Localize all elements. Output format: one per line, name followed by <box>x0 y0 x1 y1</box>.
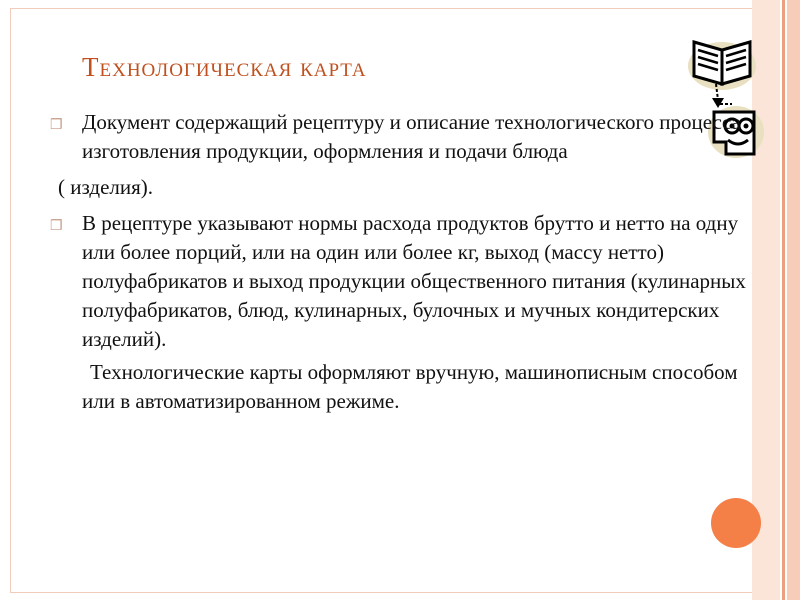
stripe-dark <box>782 0 785 600</box>
slide-body <box>50 108 750 416</box>
orange-circle-decoration <box>711 498 761 548</box>
paragraph-text: Документ содержащий рецептуру и описание технологического процесса изготовления продукции, оформления и подачи блюда <box>82 110 741 163</box>
slide-title: Технологическая карта <box>82 52 367 82</box>
paragraph-text: В рецептуре указывают нормы расхода продуктов брутто и нетто на одну или более порций, или на один или более кг, выход (массу нетто) полуфабрикатов и выход продукции общественного питания (кулинарных полуфабрикатов, блюд, кулинарных, булочных и мучных кондитерских изделий). <box>82 211 746 351</box>
book-icon <box>688 42 756 90</box>
paragraph-recipe <box>50 209 750 354</box>
hollow-square-bullet-icon: ❒ <box>50 118 63 133</box>
stripe-medium <box>787 0 800 600</box>
paragraph-text: Технологические карты оформляют вручную, машинописным способом или в автоматизированном режиме. <box>82 360 738 413</box>
paragraph-text: ( изделия). <box>58 175 154 199</box>
hollow-square-bullet-icon: ❒ <box>50 219 63 234</box>
paragraph-definition <box>50 108 750 166</box>
paragraph-continuation <box>50 173 750 202</box>
paragraph-formatting <box>50 358 750 416</box>
